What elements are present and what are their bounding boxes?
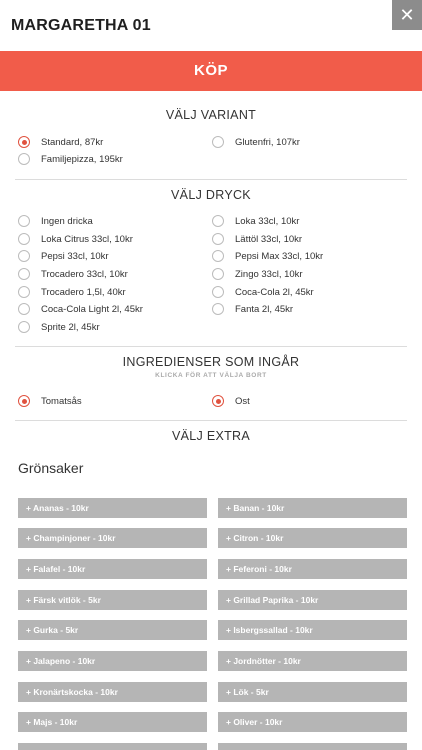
radio-icon[interactable] [18, 321, 30, 333]
radio-icon[interactable] [18, 153, 30, 165]
extra-item-button[interactable]: + Jordnötter - 10kr [218, 651, 407, 671]
extra-item-button[interactable]: + Isbergssallad - 10kr [218, 620, 407, 640]
extra-item-button-partial[interactable] [218, 743, 407, 750]
radio-icon[interactable] [18, 215, 30, 227]
extra-item-button[interactable]: + Majs - 10kr [18, 712, 207, 732]
ingredient-option-tomatsas[interactable] [18, 393, 82, 409]
variant-option-label: Standard, 87kr [41, 136, 104, 148]
ingredient-option-label: Tomatsås [41, 395, 82, 407]
drink-option[interactable] [212, 301, 293, 317]
page-title: MARGARETHA 01 [11, 17, 151, 34]
extra-item-button[interactable]: + Falafel - 10kr [18, 559, 207, 579]
buy-button[interactable]: KÖP [0, 51, 422, 91]
drink-option-label: Trocadero 1,5l, 40kr [41, 286, 126, 298]
drink-option[interactable] [212, 231, 302, 247]
divider [15, 346, 407, 347]
drink-option[interactable] [18, 231, 133, 247]
extra-item-button[interactable]: + Banan - 10kr [218, 498, 407, 518]
divider [15, 179, 407, 180]
drink-option-label: Coca-Cola 2l, 45kr [235, 286, 314, 298]
extra-item-button[interactable]: + Lök - 5kr [218, 682, 407, 702]
drink-option[interactable] [18, 284, 126, 300]
drink-option[interactable] [18, 319, 100, 335]
drink-option[interactable] [18, 248, 109, 264]
drink-option[interactable] [18, 301, 143, 317]
drink-option-label: Coca-Cola Light 2l, 45kr [41, 303, 143, 315]
variant-option-glutenfri[interactable] [212, 134, 300, 150]
radio-icon[interactable] [212, 250, 224, 262]
drink-option[interactable] [212, 213, 299, 229]
drink-option[interactable] [18, 266, 128, 282]
extra-item-button[interactable]: + Ananas - 10kr [18, 498, 207, 518]
radio-icon[interactable] [18, 395, 30, 407]
drink-option-label: Lättöl 33cl, 10kr [235, 233, 303, 245]
drink-option-label: Fanta 2l, 45kr [235, 303, 294, 315]
extra-section-title: VÄLJ EXTRA [171, 429, 251, 443]
drink-option[interactable] [212, 266, 303, 282]
close-button[interactable] [392, 0, 422, 30]
variant-option-familjepizza[interactable] [18, 151, 123, 167]
radio-icon[interactable] [18, 250, 30, 262]
extra-item-button[interactable]: + Kronärtskocka - 10kr [18, 682, 207, 702]
drink-option-label: Trocadero 33cl, 10kr [41, 268, 128, 280]
drink-option[interactable] [212, 248, 323, 264]
extra-item-button[interactable]: + Citron - 10kr [218, 528, 407, 548]
radio-icon[interactable] [18, 136, 30, 148]
drink-option[interactable] [18, 213, 93, 229]
radio-icon[interactable] [212, 395, 224, 407]
extra-item-button[interactable]: + Grillad Paprika - 10kr [218, 590, 407, 610]
radio-icon[interactable] [212, 268, 224, 280]
drink-option-label: Pepsi Max 33cl, 10kr [235, 250, 324, 262]
variant-option-label: Familjepizza, 195kr [41, 153, 123, 165]
close-icon: ✕ [399, 5, 415, 25]
extra-item-button[interactable]: + Färsk vitlök - 5kr [18, 590, 207, 610]
radio-icon[interactable] [212, 303, 224, 315]
radio-icon[interactable] [18, 303, 30, 315]
drink-section-title: VÄLJ DRYCK [171, 188, 251, 202]
dialog-header [0, 0, 422, 52]
radio-icon[interactable] [212, 233, 224, 245]
variant-option-label: Glutenfri, 107kr [235, 136, 300, 148]
drink-option-label: Sprite 2l, 45kr [41, 321, 100, 333]
ingredients-section-title: INGREDIENSER SOM INGÅR [122, 355, 300, 369]
drink-option-label: Ingen dricka [41, 215, 93, 227]
variant-section-title: VÄLJ VARIANT [165, 108, 257, 122]
drink-option-label: Loka Citrus 33cl, 10kr [41, 233, 133, 245]
radio-icon[interactable] [18, 286, 30, 298]
radio-icon[interactable] [212, 215, 224, 227]
drink-option-label: Pepsi 33cl, 10kr [41, 250, 109, 262]
variant-option-standard[interactable] [18, 134, 103, 150]
drink-option-label: Loka 33cl, 10kr [235, 215, 300, 227]
extra-item-button-partial[interactable] [18, 743, 207, 750]
radio-icon[interactable] [212, 286, 224, 298]
ingredient-option-label: Ost [235, 395, 250, 407]
extra-item-button[interactable]: + Oliver - 10kr [218, 712, 407, 732]
extra-item-button[interactable]: + Feferoni - 10kr [218, 559, 407, 579]
ingredients-section-subtitle: KLICKA FÖR ATT VÄLJA BORT [155, 372, 267, 379]
radio-icon[interactable] [212, 136, 224, 148]
radio-icon[interactable] [18, 233, 30, 245]
drink-option[interactable] [212, 284, 314, 300]
ingredient-option-ost[interactable] [212, 393, 250, 409]
extra-item-button[interactable]: + Champinjoner - 10kr [18, 528, 207, 548]
radio-icon[interactable] [18, 268, 30, 280]
extra-item-button[interactable]: + Jalapeno - 10kr [18, 651, 207, 671]
extra-item-button[interactable]: + Gurka - 5kr [18, 620, 207, 640]
extra-group-title: Grönsaker [18, 460, 84, 476]
drink-option-label: Zingo 33cl, 10kr [235, 268, 303, 280]
divider [15, 420, 407, 421]
